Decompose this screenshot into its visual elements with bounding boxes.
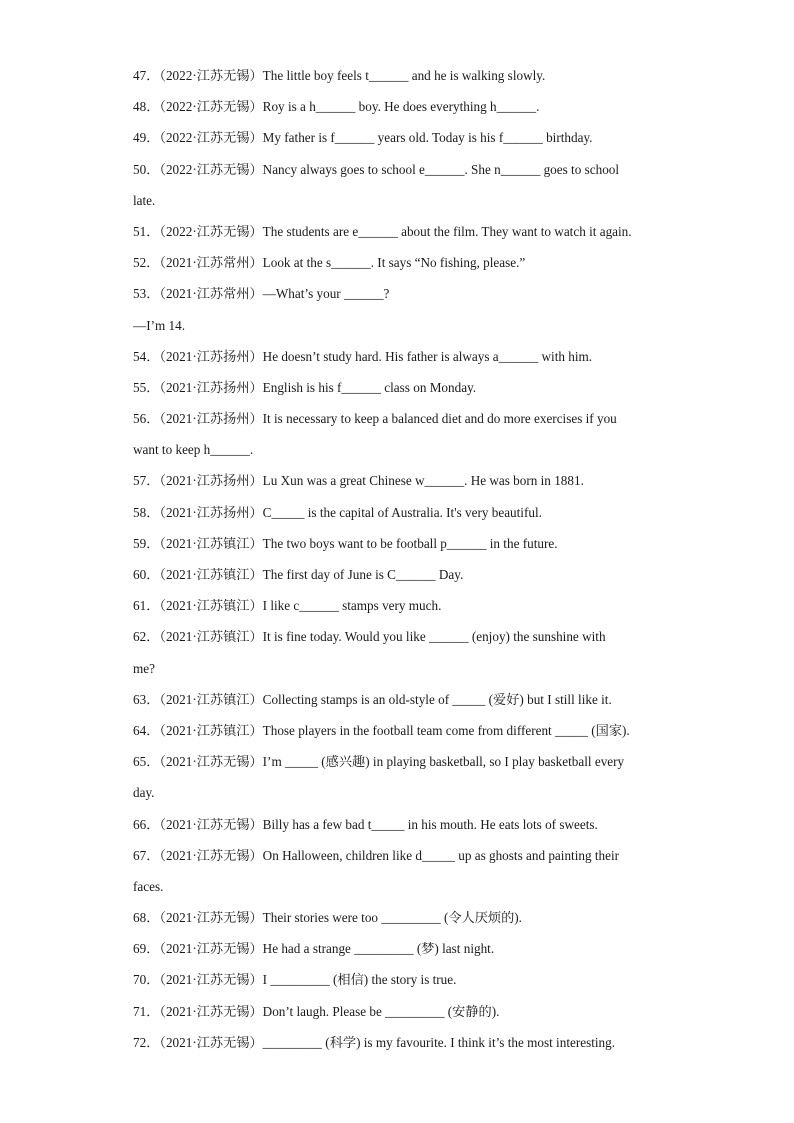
question-56-continuation: want to keep h______. <box>133 442 254 458</box>
question-70: 70．（2021·江苏无锡）I _________ (相信) the story is true. <box>133 972 457 988</box>
question-50: 50．（2022·江苏无锡）Nancy always goes to school e______. She n______ goes to school <box>133 161 620 177</box>
question-51: 51．（2022·江苏无锡）The students are e______ about the film. They want to watch it again. <box>133 223 632 239</box>
question-61: 61．（2021·江苏镇江）I like c______ stamps very much. <box>133 598 442 614</box>
question-63: 63．（2021·江苏镇江）Collecting stamps is an old-style of _____ (爱好) but I still like it. <box>133 691 612 707</box>
question-56: 56．（2021·江苏扬州）It is necessary to keep a balanced diet and do more exercises if you <box>133 411 617 427</box>
question-59: 59．（2021·江苏镇江）The two boys want to be football p______ in the future. <box>133 535 558 551</box>
question-54: 54．（2021·江苏扬州）He doesn’t study hard. His father is always a______ with him. <box>133 348 593 364</box>
question-49: 49．（2022·江苏无锡）My father is f______ years old. Today is his f______ birthday. <box>133 130 593 146</box>
question-64: 64．（2021·江苏镇江）Those players in the football team come from different _____ (国家). <box>133 722 630 738</box>
question-66: 66．（2021·江苏无锡）Billy has a few bad t_____ in his mouth. He eats lots of sweets. <box>133 816 598 832</box>
question-67: 67．（2021·江苏无锡）On Halloween, children like d_____ up as ghosts and painting their <box>133 847 620 863</box>
question-68: 68．（2021·江苏无锡）Their stories were too _________ (令人厌烦的). <box>133 910 522 926</box>
question-60: 60．（2021·江苏镇江）The first day of June is C______ Day. <box>133 567 464 582</box>
question-69: 69．（2021·江苏无锡）He had a strange _________ (梦) last night. <box>133 941 495 957</box>
question-47: 47．（2022·江苏无锡）The little boy feels t______ and he is walking slowly. <box>133 68 546 83</box>
question-48: 48．（2022·江苏无锡）Roy is a h______ boy. He does everything h______. <box>133 99 540 115</box>
question-67-continuation: faces. <box>133 878 164 894</box>
exercise-page <box>133 64 673 1062</box>
question-71: 71．（2021·江苏无锡）Don’t laugh. Please be _________ (安静的). <box>133 1003 500 1019</box>
question-58: 58．（2021·江苏扬州）C_____ is the capital of Australia. It's very beautiful. <box>133 504 542 520</box>
question-52: 52．（2021·江苏常州）Look at the s______. It says “No fishing, please.” <box>133 255 526 271</box>
question-65: 65．（2021·江苏无锡）I’m _____ (感兴趣) in playing basketball, so I play basketball every <box>133 754 625 770</box>
question-55: 55．（2021·江苏扬州）English is his f______ class on Monday. <box>133 379 477 395</box>
question-62-continuation: me? <box>133 660 155 676</box>
question-72: 72．（2021·江苏无锡）_________ (科学) is my favourite. I think it’s the most interesting. <box>133 1034 616 1050</box>
question-50-continuation: late. <box>133 192 156 208</box>
question-65-continuation: day. <box>133 785 155 801</box>
question-53: 53．（2021·江苏常州）—What’s your ______? <box>133 286 390 302</box>
question-57: 57．（2021·江苏扬州）Lu Xun was a great Chinese w______. He was born in 1881. <box>133 473 584 489</box>
question-62: 62．（2021·江苏镇江）It is fine today. Would you like ______ (enjoy) the sunshine with <box>133 629 606 645</box>
question-53-continuation: —I’m 14. <box>133 317 186 333</box>
